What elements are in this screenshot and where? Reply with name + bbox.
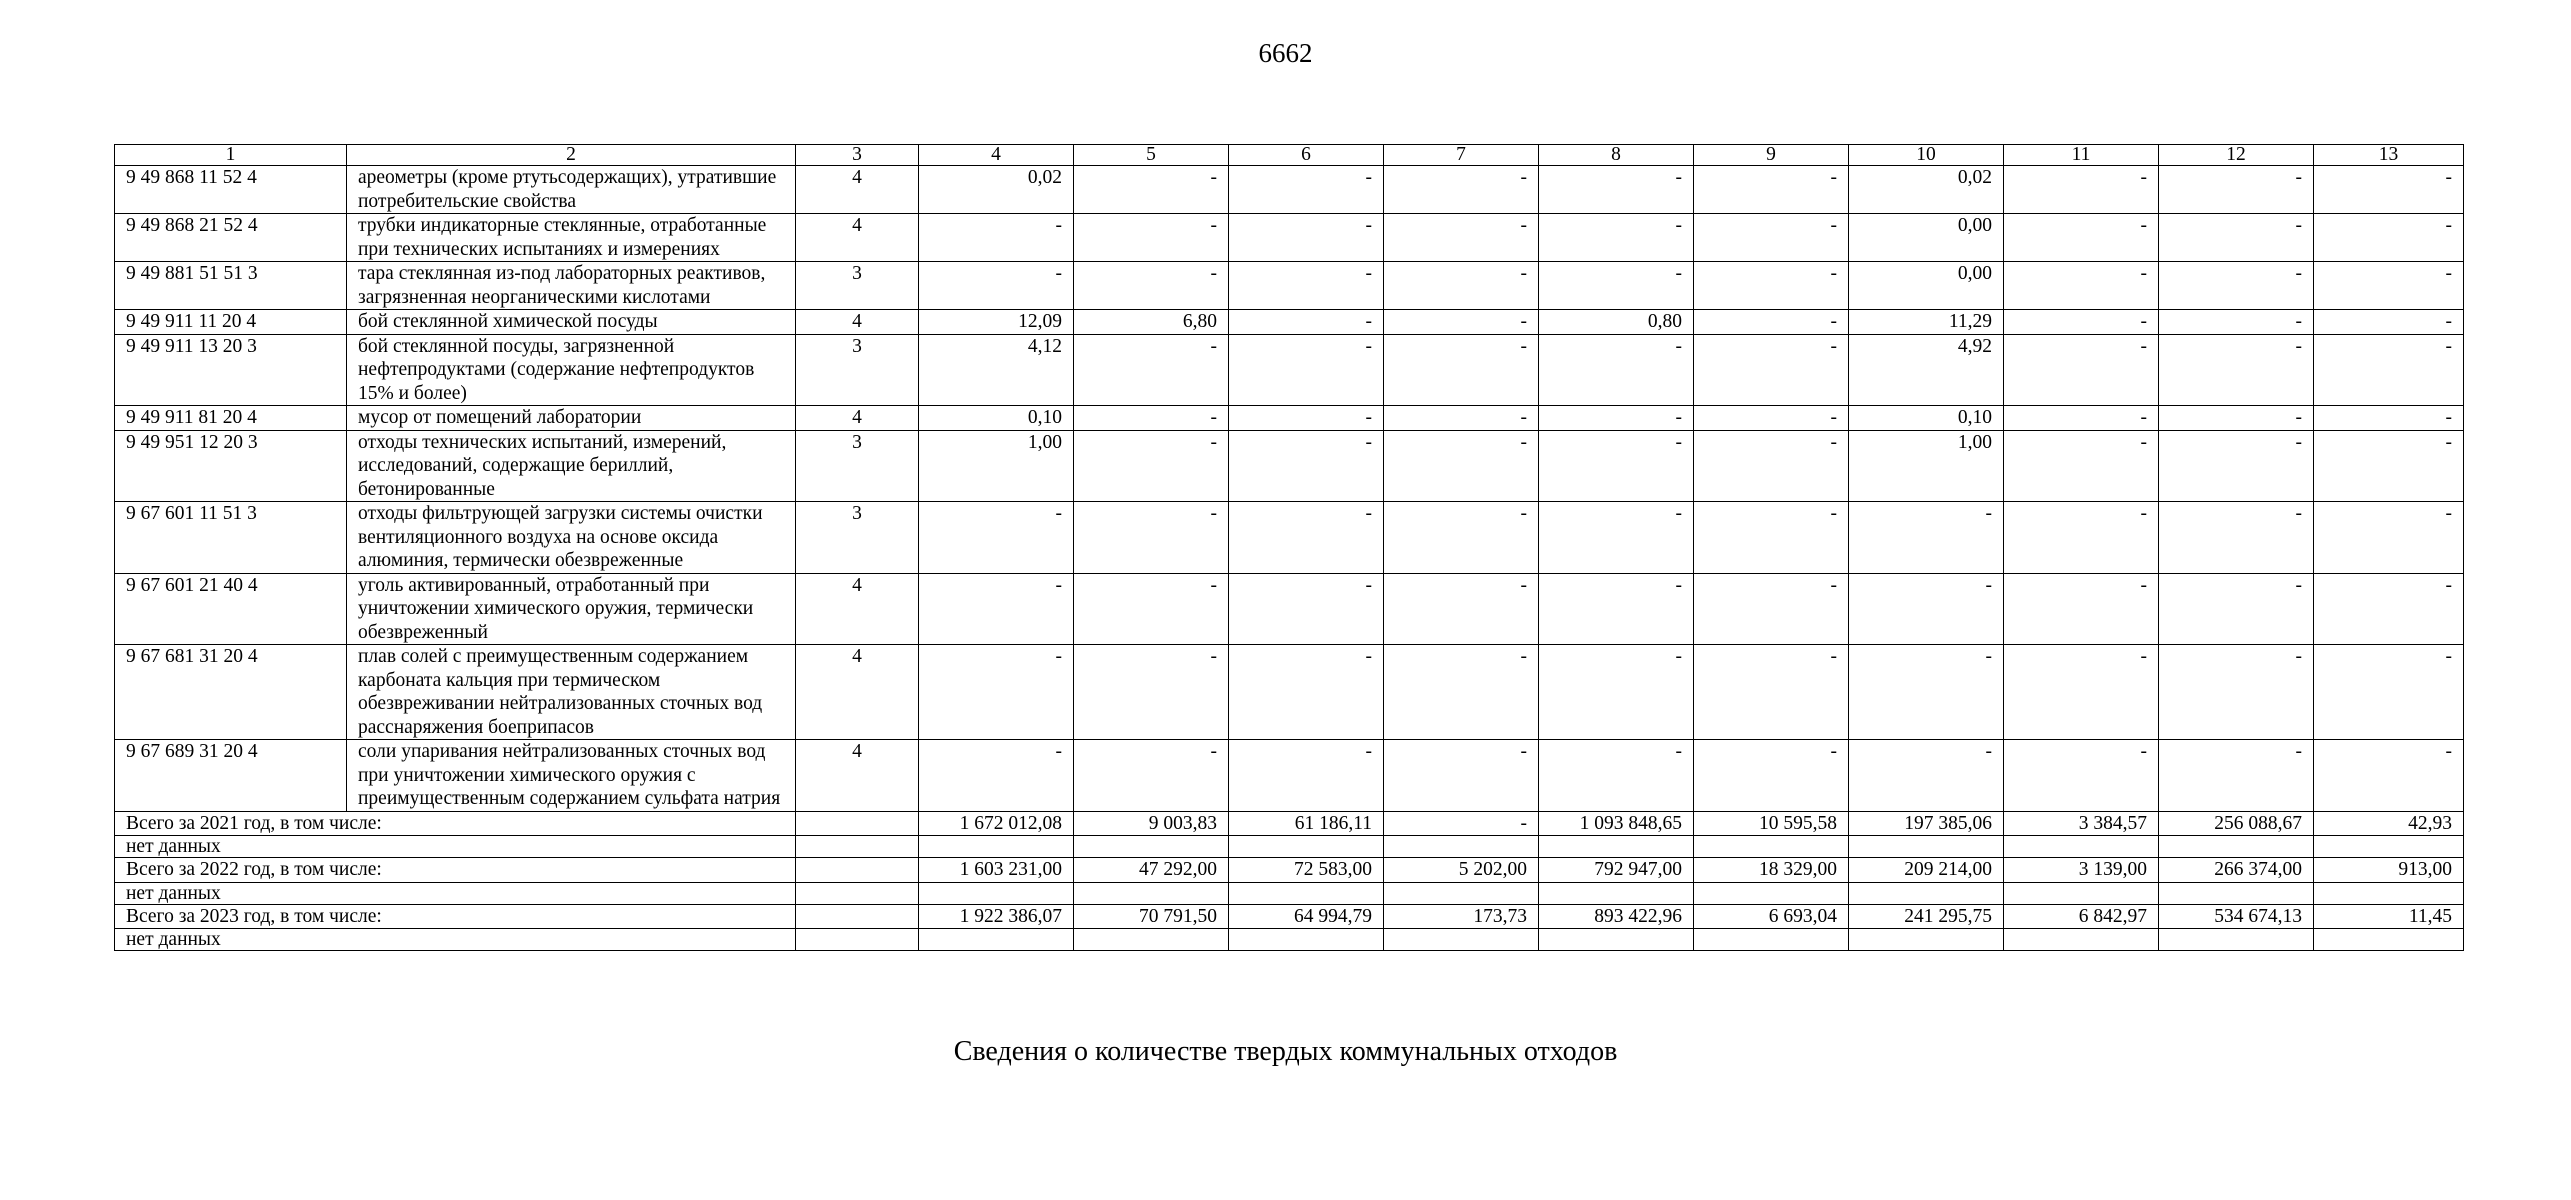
value-cell: 4,92 (1849, 334, 2004, 406)
value-cell: - (2004, 334, 2159, 406)
waste-name-cell: отходы технических испытаний, измерений, исследований, содержащие бериллий, бетонированные (347, 430, 796, 502)
waste-name-cell: плав солей с преимущественным содержанием карбоната кальция при термическом обезвреживании нейтрализованных сточных вод расснаряжения боеприпасов (347, 645, 796, 740)
value-cell: - (1694, 166, 1849, 214)
value-cell: - (1229, 430, 1384, 502)
total-value-cell: 792 947,00 (1539, 858, 1694, 883)
value-cell: - (2159, 214, 2314, 262)
value-cell: - (2159, 645, 2314, 740)
hazard-class-cell: 4 (796, 166, 919, 214)
waste-code-cell: 9 67 601 21 40 4 (115, 573, 347, 645)
value-cell: - (1229, 166, 1384, 214)
value-cell: - (2159, 430, 2314, 502)
column-header: 1 (115, 145, 347, 166)
total-value-cell: 256 088,67 (2159, 811, 2314, 836)
waste-code-cell: 9 49 911 13 20 3 (115, 334, 347, 406)
waste-code-cell: 9 67 689 31 20 4 (115, 740, 347, 812)
waste-code-cell: 9 49 911 81 20 4 (115, 406, 347, 431)
empty-cell (796, 882, 919, 904)
empty-cell (796, 929, 919, 951)
value-cell: - (2314, 310, 2464, 335)
total-value-cell: 10 595,58 (1694, 811, 1849, 836)
value-cell: - (2314, 214, 2464, 262)
total-value-cell: 64 994,79 (1229, 904, 1384, 929)
value-cell: 0,00 (1849, 262, 2004, 310)
total-row (115, 858, 2464, 883)
value-cell: - (1539, 430, 1694, 502)
section-title: Сведения о количестве твердых коммунальных отходов (953, 1036, 1618, 1067)
empty-cell (1074, 882, 1229, 904)
value-cell: 6,80 (1074, 310, 1229, 335)
empty-cell (1074, 929, 1229, 951)
total-value-cell: 47 292,00 (1074, 858, 1229, 883)
value-cell: - (2004, 502, 2159, 574)
value-cell: - (1384, 166, 1539, 214)
empty-cell (1384, 882, 1539, 904)
value-cell: - (1694, 573, 1849, 645)
value-cell: - (1694, 740, 1849, 812)
column-header: 9 (1694, 145, 1849, 166)
value-cell: - (1074, 262, 1229, 310)
value-cell: - (2004, 310, 2159, 335)
value-cell: - (1074, 214, 1229, 262)
value-cell: - (2159, 334, 2314, 406)
total-label-cell: Всего за 2021 год, в том числе: (115, 811, 796, 836)
empty-cell (1849, 929, 2004, 951)
total-value-cell: 197 385,06 (1849, 811, 2004, 836)
value-cell: - (1384, 740, 1539, 812)
waste-name-cell: уголь активированный, отработанный при уничтожении химического оружия, термически обезвреженный (347, 573, 796, 645)
empty-cell (1694, 929, 1849, 951)
value-cell: - (2159, 740, 2314, 812)
waste-name-cell: бой стеклянной посуды, загрязненной нефтепродуктами (содержание нефтепродуктов 15% и более) (347, 334, 796, 406)
value-cell: - (2314, 502, 2464, 574)
waste-table (114, 144, 2464, 951)
waste-name-cell: трубки индикаторные стеклянные, отработанные при технических испытаниях и измерениях (347, 214, 796, 262)
value-cell: - (2159, 166, 2314, 214)
value-cell: - (1384, 310, 1539, 335)
total-value-cell: 6 842,97 (2004, 904, 2159, 929)
value-cell: - (1074, 406, 1229, 431)
value-cell: - (2004, 262, 2159, 310)
total-row (115, 811, 2464, 836)
value-cell: - (1074, 502, 1229, 574)
value-cell: - (2159, 262, 2314, 310)
column-header: 11 (2004, 145, 2159, 166)
table-row (115, 166, 2464, 214)
column-header: 12 (2159, 145, 2314, 166)
waste-table-container (114, 144, 2463, 951)
waste-code-cell: 9 49 881 51 51 3 (115, 262, 347, 310)
value-cell: - (2159, 573, 2314, 645)
table-row (115, 214, 2464, 262)
value-cell: - (1694, 502, 1849, 574)
value-cell: - (2314, 645, 2464, 740)
empty-cell (2159, 929, 2314, 951)
empty-cell (796, 858, 919, 883)
value-cell: - (2159, 406, 2314, 431)
column-header: 8 (1539, 145, 1694, 166)
total-value-cell: 3 384,57 (2004, 811, 2159, 836)
value-cell: - (2314, 430, 2464, 502)
value-cell: - (1229, 334, 1384, 406)
value-cell: 1,00 (919, 430, 1074, 502)
column-header: 2 (347, 145, 796, 166)
empty-cell (1384, 836, 1539, 858)
table-row (115, 310, 2464, 335)
value-cell: 0,10 (1849, 406, 2004, 431)
total-value-cell: 18 329,00 (1694, 858, 1849, 883)
total-value-cell: 913,00 (2314, 858, 2464, 883)
value-cell: - (2314, 406, 2464, 431)
empty-cell (2004, 882, 2159, 904)
hazard-class-cell: 3 (796, 502, 919, 574)
value-cell: - (1539, 573, 1694, 645)
value-cell: - (1694, 214, 1849, 262)
column-header: 7 (1384, 145, 1539, 166)
empty-cell (919, 929, 1074, 951)
value-cell: - (1694, 406, 1849, 431)
table-row (115, 406, 2464, 431)
table-row (115, 740, 2464, 812)
value-cell: - (2159, 502, 2314, 574)
value-cell: - (1539, 334, 1694, 406)
empty-cell (796, 811, 919, 836)
empty-cell (1539, 929, 1694, 951)
empty-cell (1074, 836, 1229, 858)
no-data-cell: нет данных (115, 882, 796, 904)
waste-name-cell: бой стеклянной химической посуды (347, 310, 796, 335)
column-number-row (115, 145, 2464, 166)
value-cell: 11,29 (1849, 310, 2004, 335)
value-cell: - (2004, 406, 2159, 431)
total-value-cell: 11,45 (2314, 904, 2464, 929)
total-value-cell: 209 214,00 (1849, 858, 2004, 883)
empty-cell (1384, 929, 1539, 951)
empty-cell (2004, 836, 2159, 858)
table-row (115, 430, 2464, 502)
value-cell: - (1694, 262, 1849, 310)
value-cell: - (919, 740, 1074, 812)
value-cell: 0,80 (1539, 310, 1694, 335)
waste-name-cell: мусор от помещений лаборатории (347, 406, 796, 431)
column-header: 13 (2314, 145, 2464, 166)
hazard-class-cell: 4 (796, 310, 919, 335)
hazard-class-cell: 4 (796, 740, 919, 812)
value-cell: - (1849, 502, 2004, 574)
value-cell: - (2314, 166, 2464, 214)
empty-cell (2004, 929, 2159, 951)
no-data-row (115, 836, 2464, 858)
no-data-cell: нет данных (115, 836, 796, 858)
value-cell: - (1074, 334, 1229, 406)
column-header: 3 (796, 145, 919, 166)
no-data-row (115, 882, 2464, 904)
value-cell: - (1074, 430, 1229, 502)
value-cell: - (2004, 430, 2159, 502)
value-cell: - (2004, 214, 2159, 262)
empty-cell (1694, 836, 1849, 858)
waste-code-cell: 9 67 681 31 20 4 (115, 645, 347, 740)
total-value-cell: 1 093 848,65 (1539, 811, 1694, 836)
value-cell: - (919, 214, 1074, 262)
empty-cell (2314, 882, 2464, 904)
total-value-cell: 1 603 231,00 (919, 858, 1074, 883)
value-cell: - (1849, 573, 2004, 645)
empty-cell (2314, 929, 2464, 951)
value-cell: - (1384, 406, 1539, 431)
value-cell: - (1694, 334, 1849, 406)
total-value-cell: 534 674,13 (2159, 904, 2314, 929)
value-cell: - (1539, 740, 1694, 812)
waste-name-cell: отходы фильтрующей загрузки системы очистки вентиляционного воздуха на основе оксида алюминия, термически обезвреженные (347, 502, 796, 574)
value-cell: - (1694, 310, 1849, 335)
value-cell: 0,10 (919, 406, 1074, 431)
hazard-class-cell: 3 (796, 430, 919, 502)
table-row (115, 645, 2464, 740)
value-cell: - (1229, 406, 1384, 431)
no-data-cell: нет данных (115, 929, 796, 951)
page-number: 6662 (1258, 38, 1313, 68)
column-header: 10 (1849, 145, 2004, 166)
waste-code-cell: 9 49 911 11 20 4 (115, 310, 347, 335)
table-row (115, 334, 2464, 406)
hazard-class-cell: 4 (796, 214, 919, 262)
total-value-cell: 70 791,50 (1074, 904, 1229, 929)
value-cell: - (2314, 740, 2464, 812)
total-row (115, 904, 2464, 929)
no-data-row (115, 929, 2464, 951)
empty-cell (1694, 882, 1849, 904)
total-value-cell: 3 139,00 (2004, 858, 2159, 883)
value-cell: - (1384, 430, 1539, 502)
empty-cell (919, 836, 1074, 858)
value-cell: - (1074, 573, 1229, 645)
value-cell: - (2314, 334, 2464, 406)
waste-code-cell: 9 49 951 12 20 3 (115, 430, 347, 502)
value-cell: - (1539, 262, 1694, 310)
empty-cell (796, 904, 919, 929)
value-cell: - (1074, 740, 1229, 812)
value-cell: - (2004, 645, 2159, 740)
value-cell: 1,00 (1849, 430, 2004, 502)
value-cell: - (1229, 262, 1384, 310)
value-cell: - (2314, 262, 2464, 310)
value-cell: 0,00 (1849, 214, 2004, 262)
empty-cell (919, 882, 1074, 904)
column-header: 6 (1229, 145, 1384, 166)
value-cell: - (1229, 310, 1384, 335)
value-cell: - (2004, 166, 2159, 214)
value-cell: - (1229, 214, 1384, 262)
total-value-cell: 266 374,00 (2159, 858, 2314, 883)
value-cell: - (1849, 645, 2004, 740)
value-cell: 4,12 (919, 334, 1074, 406)
total-label-cell: Всего за 2022 год, в том числе: (115, 858, 796, 883)
value-cell: - (1384, 214, 1539, 262)
total-value-cell: 9 003,83 (1074, 811, 1229, 836)
empty-cell (1849, 882, 2004, 904)
waste-code-cell: 9 67 601 11 51 3 (115, 502, 347, 574)
hazard-class-cell: 4 (796, 406, 919, 431)
value-cell: - (1074, 645, 1229, 740)
total-value-cell: 893 422,96 (1539, 904, 1694, 929)
value-cell: 12,09 (919, 310, 1074, 335)
value-cell: - (1849, 740, 2004, 812)
value-cell: - (1539, 406, 1694, 431)
waste-name-cell: тара стеклянная из-под лабораторных реактивов, загрязненная неорганическими кислотами (347, 262, 796, 310)
value-cell: - (2004, 573, 2159, 645)
empty-cell (1229, 929, 1384, 951)
empty-cell (2314, 836, 2464, 858)
table-row (115, 573, 2464, 645)
waste-code-cell: 9 49 868 11 52 4 (115, 166, 347, 214)
total-value-cell: 5 202,00 (1384, 858, 1539, 883)
waste-name-cell: ареометры (кроме ртутьсодержащих), утратившие потребительские свойства (347, 166, 796, 214)
value-cell: - (919, 645, 1074, 740)
value-cell: - (1539, 214, 1694, 262)
total-value-cell: - (1384, 811, 1539, 836)
table-row (115, 502, 2464, 574)
table-row (115, 262, 2464, 310)
hazard-class-cell: 3 (796, 334, 919, 406)
value-cell: - (1694, 645, 1849, 740)
value-cell: - (2159, 310, 2314, 335)
hazard-class-cell: 4 (796, 573, 919, 645)
value-cell: 0,02 (1849, 166, 2004, 214)
empty-cell (2159, 882, 2314, 904)
value-cell: - (1384, 502, 1539, 574)
value-cell: - (1539, 502, 1694, 574)
total-value-cell: 6 693,04 (1694, 904, 1849, 929)
table-body (115, 166, 2464, 951)
value-cell: - (1229, 740, 1384, 812)
empty-cell (1539, 882, 1694, 904)
value-cell: - (1384, 645, 1539, 740)
total-value-cell: 1 922 386,07 (919, 904, 1074, 929)
empty-cell (1229, 836, 1384, 858)
empty-cell (1849, 836, 2004, 858)
value-cell: - (1384, 573, 1539, 645)
value-cell: - (1539, 166, 1694, 214)
column-header: 4 (919, 145, 1074, 166)
value-cell: - (1229, 573, 1384, 645)
empty-cell (1539, 836, 1694, 858)
value-cell: - (2314, 573, 2464, 645)
value-cell: - (1694, 430, 1849, 502)
empty-cell (2159, 836, 2314, 858)
total-value-cell: 173,73 (1384, 904, 1539, 929)
waste-code-cell: 9 49 868 21 52 4 (115, 214, 347, 262)
empty-cell (1229, 882, 1384, 904)
waste-name-cell: соли упаривания нейтрализованных сточных вод при уничтожении химического оружия с преимущественным содержанием сульфата натрия (347, 740, 796, 812)
value-cell: - (1539, 645, 1694, 740)
value-cell: 0,02 (919, 166, 1074, 214)
value-cell: - (1074, 166, 1229, 214)
total-value-cell: 72 583,00 (1229, 858, 1384, 883)
value-cell: - (1229, 502, 1384, 574)
total-value-cell: 42,93 (2314, 811, 2464, 836)
value-cell: - (919, 573, 1074, 645)
column-header: 5 (1074, 145, 1229, 166)
total-value-cell: 1 672 012,08 (919, 811, 1074, 836)
value-cell: - (1384, 334, 1539, 406)
value-cell: - (1384, 262, 1539, 310)
value-cell: - (2004, 740, 2159, 812)
empty-cell (796, 836, 919, 858)
total-value-cell: 61 186,11 (1229, 811, 1384, 836)
total-value-cell: 241 295,75 (1849, 904, 2004, 929)
value-cell: - (919, 502, 1074, 574)
hazard-class-cell: 4 (796, 645, 919, 740)
value-cell: - (919, 262, 1074, 310)
total-label-cell: Всего за 2023 год, в том числе: (115, 904, 796, 929)
value-cell: - (1229, 645, 1384, 740)
hazard-class-cell: 3 (796, 262, 919, 310)
